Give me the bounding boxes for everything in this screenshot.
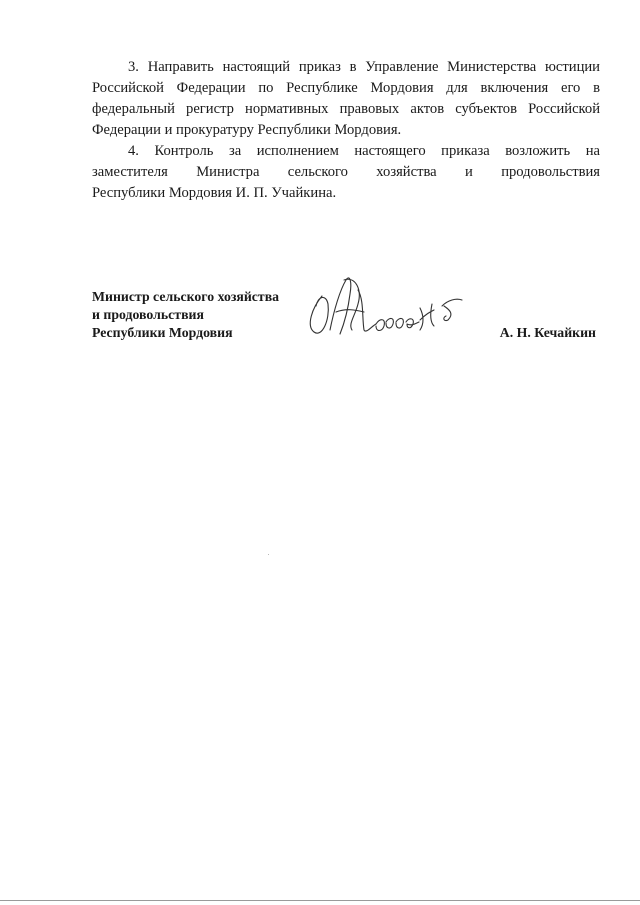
- paragraph-3-line: Российской Федерации по Республике Мордовия для включения его в: [92, 80, 600, 96]
- document-body: [92, 57, 600, 204]
- signatory-name: А. Н. Кечайкин: [499, 325, 596, 340]
- paragraph-4-line: Республики Мордовия И. П. Учайкина.: [92, 185, 337, 201]
- scan-speck: [268, 554, 269, 555]
- page-bottom-edge: [0, 900, 640, 901]
- position-line: Республики Мордовия: [92, 325, 233, 340]
- paragraph-3: [92, 57, 600, 141]
- position-line: и продовольствия: [92, 307, 204, 322]
- paragraph-3-line: 3. Направить настоящий приказ в Управление Министерства юстиции: [128, 59, 600, 75]
- handwritten-signature: [300, 260, 470, 350]
- paragraph-3-line: Федерации и прокуратуру Республики Мордовия.: [92, 122, 402, 138]
- paragraph-4-line: 4. Контроль за исполнением настоящего приказа возложить на: [128, 143, 600, 159]
- paragraph-4: [92, 141, 600, 204]
- paragraph-4-line: заместителя Министра сельского хозяйства и продовольствия: [92, 164, 600, 180]
- paragraph-3-line: федеральный регистр нормативных правовых актов субъектов Российской: [92, 101, 600, 117]
- signatory-position: [92, 288, 279, 342]
- position-line: Министр сельского хозяйства: [92, 289, 280, 304]
